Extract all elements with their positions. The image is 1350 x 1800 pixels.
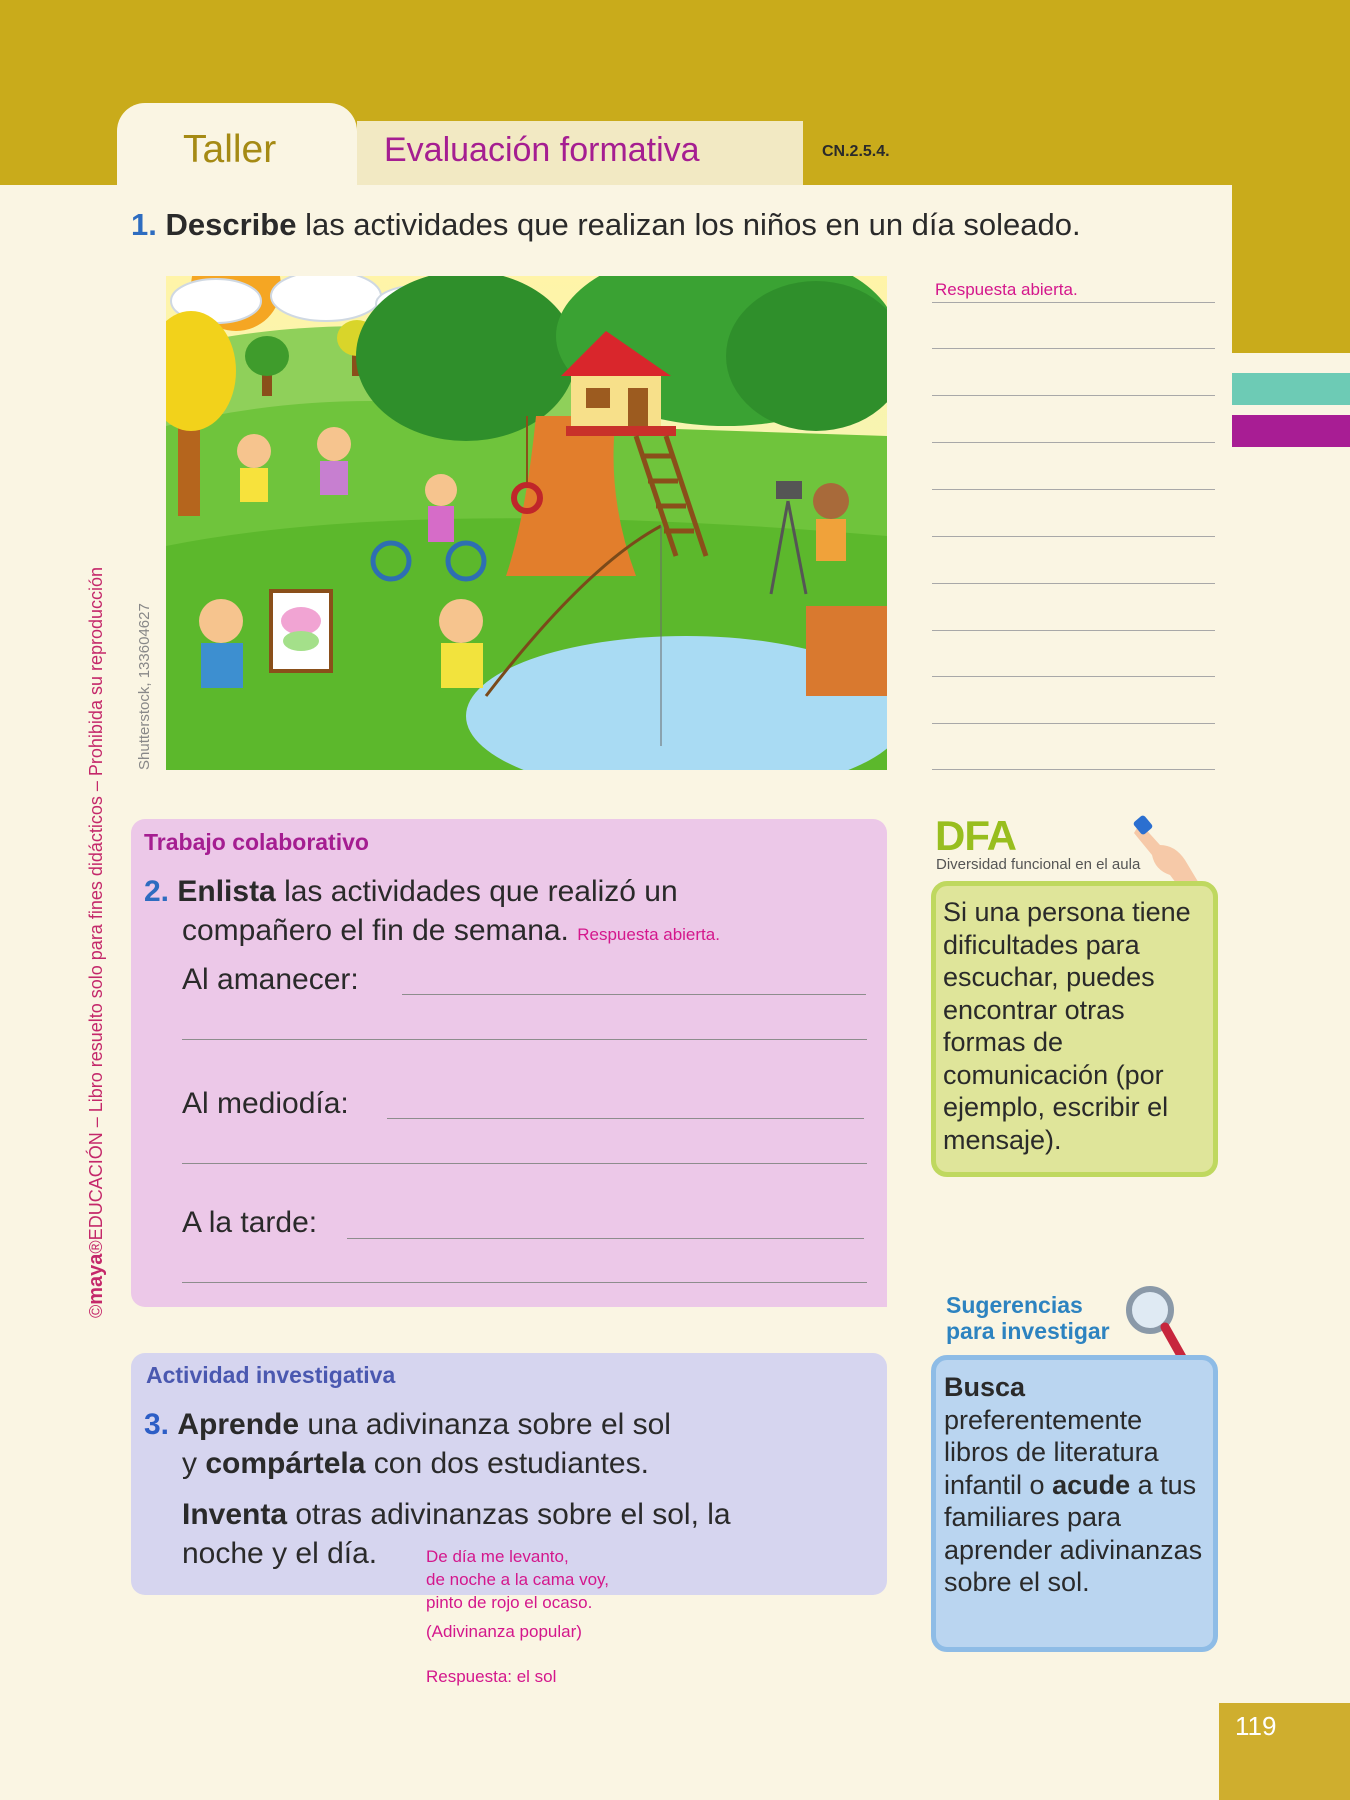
park-illustration xyxy=(166,276,887,770)
answer-line xyxy=(932,676,1215,677)
riddle-line: pinto de rojo el ocaso. xyxy=(426,1593,593,1612)
riddle-line: De día me levanto, xyxy=(426,1547,569,1566)
write-line xyxy=(182,1282,867,1283)
label-noon: Al mediodía: xyxy=(182,1087,349,1120)
suggestions-title xyxy=(946,1292,1110,1344)
suggestions-body: preferentemente libros de literatura infantil o xyxy=(944,1404,1159,1500)
suggestions-keyword: Busca xyxy=(944,1372,1026,1402)
riddle-line: de noche a la cama voy, xyxy=(426,1570,610,1589)
question-number: 3. xyxy=(144,1408,170,1441)
curriculum-code: CN.2.5.4. xyxy=(822,143,890,160)
suggestions-keyword: acude xyxy=(1052,1469,1131,1500)
investigative-title: Actividad investigativa xyxy=(146,1362,396,1388)
label-morning: Al amanecer: xyxy=(182,963,359,996)
copyright-symbol: © xyxy=(86,1304,106,1318)
write-line xyxy=(347,1238,864,1239)
answer-line xyxy=(932,769,1215,770)
suggestions-body: a tus familiares para aprender adivinanzas sobre el sol. xyxy=(944,1469,1203,1597)
question-keyword: Describe xyxy=(165,207,297,242)
answer-line xyxy=(932,723,1215,724)
question-2 xyxy=(144,872,720,954)
suggestions-title-line: para investigar xyxy=(946,1318,1110,1344)
suggestions-text xyxy=(944,1371,1212,1599)
answer-line xyxy=(932,302,1215,303)
answer-open-2: Respuesta abierta. xyxy=(577,925,720,944)
riddle-solution: Respuesta: el sol xyxy=(426,1667,557,1686)
copyright-text: EDUCACIÓN – Libro resuelto solo para fines didácticos – Prohibida su reproducción xyxy=(86,566,106,1241)
question-text: y xyxy=(182,1447,206,1480)
question-text: otras adivinanzas sobre el sol, la xyxy=(287,1498,731,1531)
answer-line xyxy=(932,583,1215,584)
taller-title: Taller xyxy=(183,128,277,171)
section-tab-magenta xyxy=(1232,415,1350,447)
magnifier-icon xyxy=(1123,1283,1191,1365)
brand-name: maya xyxy=(85,1253,107,1305)
dfa-text: Si una persona tiene dificultades para escuchar, puedes encontrar otras formas de comunicación (por ejemplo, escribir el mensaje). xyxy=(943,897,1191,1155)
registered-symbol: ® xyxy=(86,1240,106,1254)
write-line xyxy=(402,994,866,995)
write-line xyxy=(182,1039,867,1040)
answer-line xyxy=(932,395,1215,396)
section-tab-teal xyxy=(1232,373,1350,405)
answer-line xyxy=(932,442,1215,443)
answer-open-1: Respuesta abierta. xyxy=(935,280,1078,299)
question-1 xyxy=(131,207,1081,243)
question-keyword: Enlista xyxy=(177,875,276,908)
write-line xyxy=(387,1118,864,1119)
suggestions-title-line: Sugerencias xyxy=(946,1292,1083,1318)
answer-line xyxy=(932,348,1215,349)
dfa-logo: DFA xyxy=(935,812,1016,859)
evaluation-title: Evaluación formativa xyxy=(384,131,700,169)
answer-line xyxy=(932,489,1215,490)
question-3 xyxy=(144,1405,671,1483)
question-text: las actividades que realizó un xyxy=(275,875,678,908)
question-number: 2. xyxy=(144,875,170,908)
label-afternoon: A la tarde: xyxy=(182,1206,318,1239)
question-keyword: Aprende xyxy=(177,1408,300,1441)
question-keyword: compártela xyxy=(205,1447,366,1480)
question-text: con dos estudiantes. xyxy=(365,1447,649,1480)
image-credit: Shutterstock, 133604627 xyxy=(136,603,153,770)
question-keyword: Inventa xyxy=(182,1498,288,1531)
question-number: 1. xyxy=(131,207,157,242)
page-number: 119 xyxy=(1235,1711,1277,1741)
collaborative-title: Trabajo colaborativo xyxy=(144,829,369,855)
riddle-answer xyxy=(426,1545,609,1614)
riddle-source: (Adivinanza popular) xyxy=(426,1622,582,1641)
question-text: las actividades que realizan los niños en un día soleado. xyxy=(296,207,1081,242)
question-text-continued: compañero el fin de semana. xyxy=(182,914,569,947)
answer-line xyxy=(932,630,1215,631)
side-band xyxy=(1232,185,1350,353)
question-text: una adivinanza sobre el sol xyxy=(299,1408,671,1441)
question-text: noche y el día. xyxy=(182,1537,378,1570)
copyright-notice xyxy=(85,567,108,1318)
write-line xyxy=(182,1163,867,1164)
dfa-subtitle: Diversidad funcional en el aula xyxy=(936,856,1141,873)
answer-line xyxy=(932,536,1215,537)
